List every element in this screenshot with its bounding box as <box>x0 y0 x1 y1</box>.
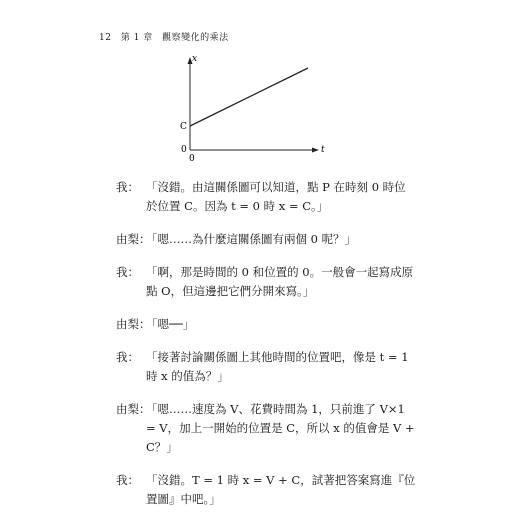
y-axis-label: x <box>192 54 198 64</box>
speech: 「沒錯。T = 1 時 x = V + C，試著把答案寫進『位置圖』中吧。」 <box>146 473 416 506</box>
running-header <box>99 30 229 43</box>
speaker: 我： <box>116 180 139 194</box>
speech: 「嗯……速度為 V、花費時間為 1，只前進了 V×1 = V，加上一開始的位置是 C，所以 x 的值會是 V + C？」 <box>146 402 415 454</box>
speech: 「嗯……為什麼這關係圖有兩個 0 呢？」 <box>146 232 357 246</box>
dialog-line <box>116 230 416 249</box>
x-axis-label: t <box>321 145 325 155</box>
page-number: 12 <box>99 33 112 43</box>
chapter-title: 觀察變化的乘法 <box>162 33 229 43</box>
speaker: 我： <box>116 473 139 487</box>
position-line <box>190 68 308 126</box>
dialog <box>116 178 416 523</box>
speech: 「沒錯。由這關係圖可以知道，點 P 在時刻 0 時位於位置 C。因為 t = 0 時 x = C。」 <box>146 180 406 213</box>
dialog-line <box>116 348 416 386</box>
origin-x-label: 0 <box>189 154 195 163</box>
dialog-line <box>116 263 416 301</box>
speaker: 我： <box>116 350 139 364</box>
position-time-graph <box>176 48 336 163</box>
speech: 「啊，那是時間的 0 和位置的 0。一般會一起寫成原點 O，但這邊把它們分開來寫。」 <box>146 265 414 298</box>
dialog-line <box>116 400 416 457</box>
speaker: 由梨： <box>116 317 151 331</box>
dialog-line <box>116 178 416 216</box>
chapter-number: 第 1 章 <box>120 33 153 43</box>
dialog-line <box>116 471 416 509</box>
speech: 「嗯──」 <box>146 317 195 331</box>
x-axis-arrow <box>312 148 319 153</box>
origin-y-label: 0 <box>181 145 187 155</box>
speaker: 由梨： <box>116 402 151 416</box>
speaker: 由梨： <box>116 232 151 246</box>
speaker: 我： <box>116 265 139 279</box>
speech: 「接著討論關係圖上其他時間的位置吧，像是 t = 1 時 x 的值為？」 <box>146 350 409 383</box>
dialog-line <box>116 315 416 334</box>
intercept-label: C <box>180 122 187 132</box>
